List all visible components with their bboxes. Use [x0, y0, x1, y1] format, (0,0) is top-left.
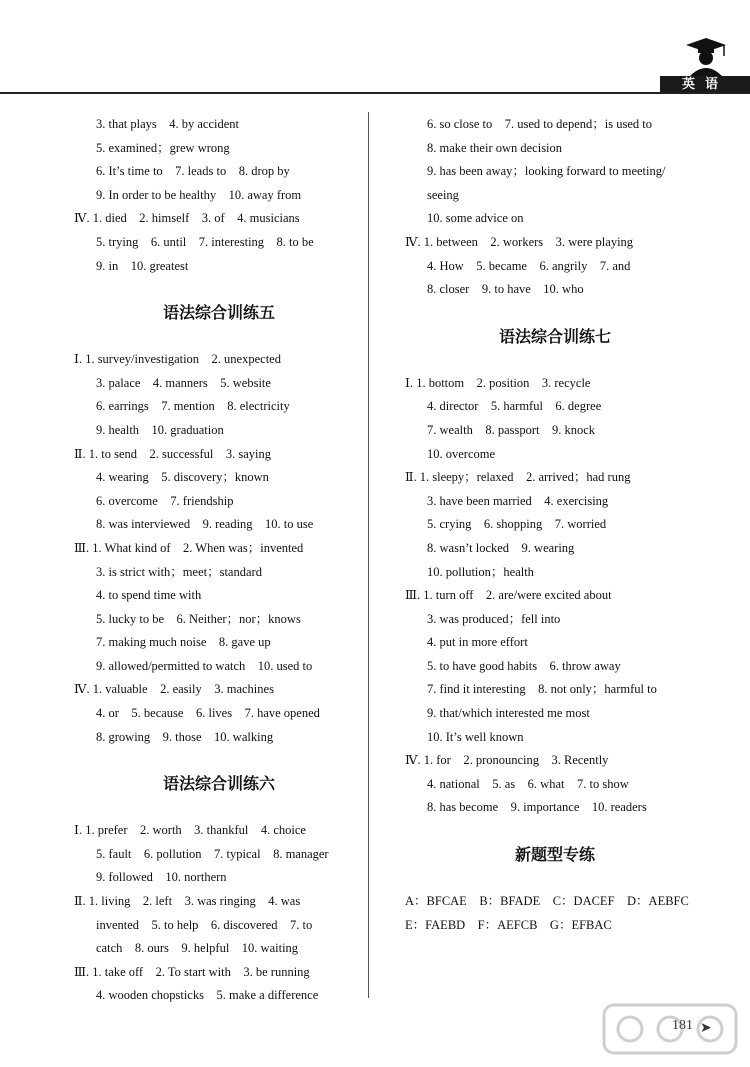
answer-line: 3. palace 4. manners 5. website	[96, 375, 271, 390]
answer-line: A：BFCAE B：BFADE C：DACEF D：AEBFC	[405, 894, 689, 909]
answer-line: Ⅱ. 1. sleepy；relaxed 2. arrived；had rung	[405, 470, 631, 485]
answer-line: Ⅱ. 1. to send 2. successful 3. saying	[74, 446, 272, 461]
answer-line: seeing	[427, 187, 459, 202]
answer-line: 10. pollution；health	[427, 564, 534, 579]
answer-line: 8. growing 9. those 10. walking	[96, 729, 274, 744]
subject-label: 英语	[660, 76, 750, 94]
answer-line: Ⅰ. 1. bottom 2. position 3. recycle	[405, 375, 591, 390]
answer-line: Ⅳ. 1. valuable 2. easily 3. machines	[74, 682, 274, 697]
answer-line: Ⅲ. 1. take off 2. To start with 3. be running	[74, 964, 310, 979]
answer-line: Ⅰ. 1. prefer 2. worth 3. thankful 4. choice	[74, 823, 306, 838]
answer-line: 8. make their own decision	[427, 140, 563, 155]
graduate-icon	[684, 36, 728, 76]
answer-line: 9. in 10. greatest	[96, 258, 189, 273]
answer-line: 3. was produced；fell into	[427, 611, 561, 626]
answer-line: 5. lucky to be 6. Neither；nor；knows	[96, 611, 301, 626]
header-rule	[0, 92, 750, 94]
answer-line: 9. that/which interested me most	[427, 706, 590, 721]
answer-line: 8. has become 9. importance 10. readers	[427, 800, 647, 815]
left-column	[74, 113, 364, 1008]
answer-line: 7. wealth 8. passport 9. knock	[427, 422, 596, 437]
section-heading: 语法综合训练七	[498, 326, 611, 346]
answer-line: Ⅳ. 1. for 2. pronouncing 3. Recently	[405, 753, 609, 768]
answer-line: 6. earrings 7. mention 8. electricity	[96, 399, 290, 414]
answer-line: 4. wearing 5. discovery；known	[96, 470, 269, 485]
answer-line: 5. crying 6. shopping 7. worried	[427, 517, 607, 532]
answer-line: 9. allowed/permitted to watch 10. used to	[96, 658, 313, 673]
answer-line: 5. examined；grew wrong	[96, 140, 230, 155]
answer-line: 10. It’s well known	[427, 729, 524, 744]
page-arrow-icon: ➤	[700, 1021, 712, 1036]
answer-line: Ⅱ. 1. living 2. left 3. was ringing 4. was	[74, 894, 301, 909]
answer-line: Ⅳ. 1. died 2. himself 3. of 4. musicians	[74, 211, 300, 226]
answer-line: E：FAEBD F：AEFCB G：EFBAC	[405, 917, 612, 932]
right-column	[405, 113, 705, 937]
answer-line: 8. was interviewed 9. reading 10. to use	[96, 517, 314, 532]
answer-line: Ⅳ. 1. between 2. workers 3. were playing	[405, 234, 634, 249]
answer-line: 6. It’s time to 7. leads to 8. drop by	[96, 164, 290, 179]
answer-line: 4. wooden chopsticks 5. make a difference	[96, 988, 319, 1003]
answer-line: catch 8. ours 9. helpful 10. waiting	[96, 941, 299, 956]
answer-line: 8. closer 9. to have 10. who	[427, 282, 584, 297]
answer-line: 4. to spend time with	[96, 588, 202, 603]
answer-line: 4. put in more effort	[427, 635, 528, 650]
page-number: 181	[672, 1018, 693, 1033]
answer-line: 7. making much noise 8. gave up	[96, 635, 271, 650]
answer-line: 5. fault 6. pollution 7. typical 8. manager	[96, 846, 329, 861]
answer-line: 6. so close to 7. used to depend；is used to	[427, 117, 652, 131]
answer-line: 5. trying 6. until 7. interesting 8. to be	[96, 234, 314, 249]
answer-line: 9. has been away；looking forward to meeting/	[427, 164, 666, 179]
section-heading: 语法综合训练六	[162, 774, 275, 794]
answer-line: Ⅲ. 1. turn off 2. are/were excited about	[405, 588, 612, 603]
answer-line: 6. overcome 7. friendship	[96, 493, 234, 508]
answer-line: Ⅰ. 1. survey/investigation 2. unexpected	[74, 352, 281, 367]
answer-line: 3. is strict with；meet；standard	[96, 564, 262, 579]
answer-line: invented 5. to help 6. discovered 7. to	[96, 917, 313, 932]
answer-line: 3. have been married 4. exercising	[427, 493, 609, 508]
answer-line: 8. wasn’t locked 9. wearing	[427, 540, 575, 555]
answer-line: 9. health 10. graduation	[96, 422, 224, 437]
answer-line: 4. How 5. became 6. angrily 7. and	[427, 258, 631, 273]
section-heading: 新题型专练	[514, 845, 595, 865]
answer-line: 5. to have good habits 6. throw away	[427, 658, 621, 673]
answer-line: 9. followed 10. northern	[96, 870, 227, 885]
answer-line: 3. that plays 4. by accident	[96, 117, 240, 131]
column-divider	[368, 112, 369, 998]
answer-line: 10. overcome	[427, 446, 496, 461]
answer-line: Ⅲ. 1. What kind of 2. When was；invented	[74, 540, 304, 555]
answer-line: 4. director 5. harmful 6. degree	[427, 399, 602, 414]
answer-line: 4. national 5. as 6. what 7. to show	[427, 776, 629, 791]
answer-line: 10. some advice on	[427, 211, 524, 226]
watermark-logo-icon	[600, 999, 740, 1059]
section-heading: 语法综合训练五	[162, 303, 275, 323]
answer-line: 4. or 5. because 6. lives 7. have opened	[96, 706, 320, 721]
answer-line: 9. In order to be healthy 10. away from	[96, 187, 302, 202]
answer-line: 7. find it interesting 8. not only；harmful to	[427, 682, 657, 697]
